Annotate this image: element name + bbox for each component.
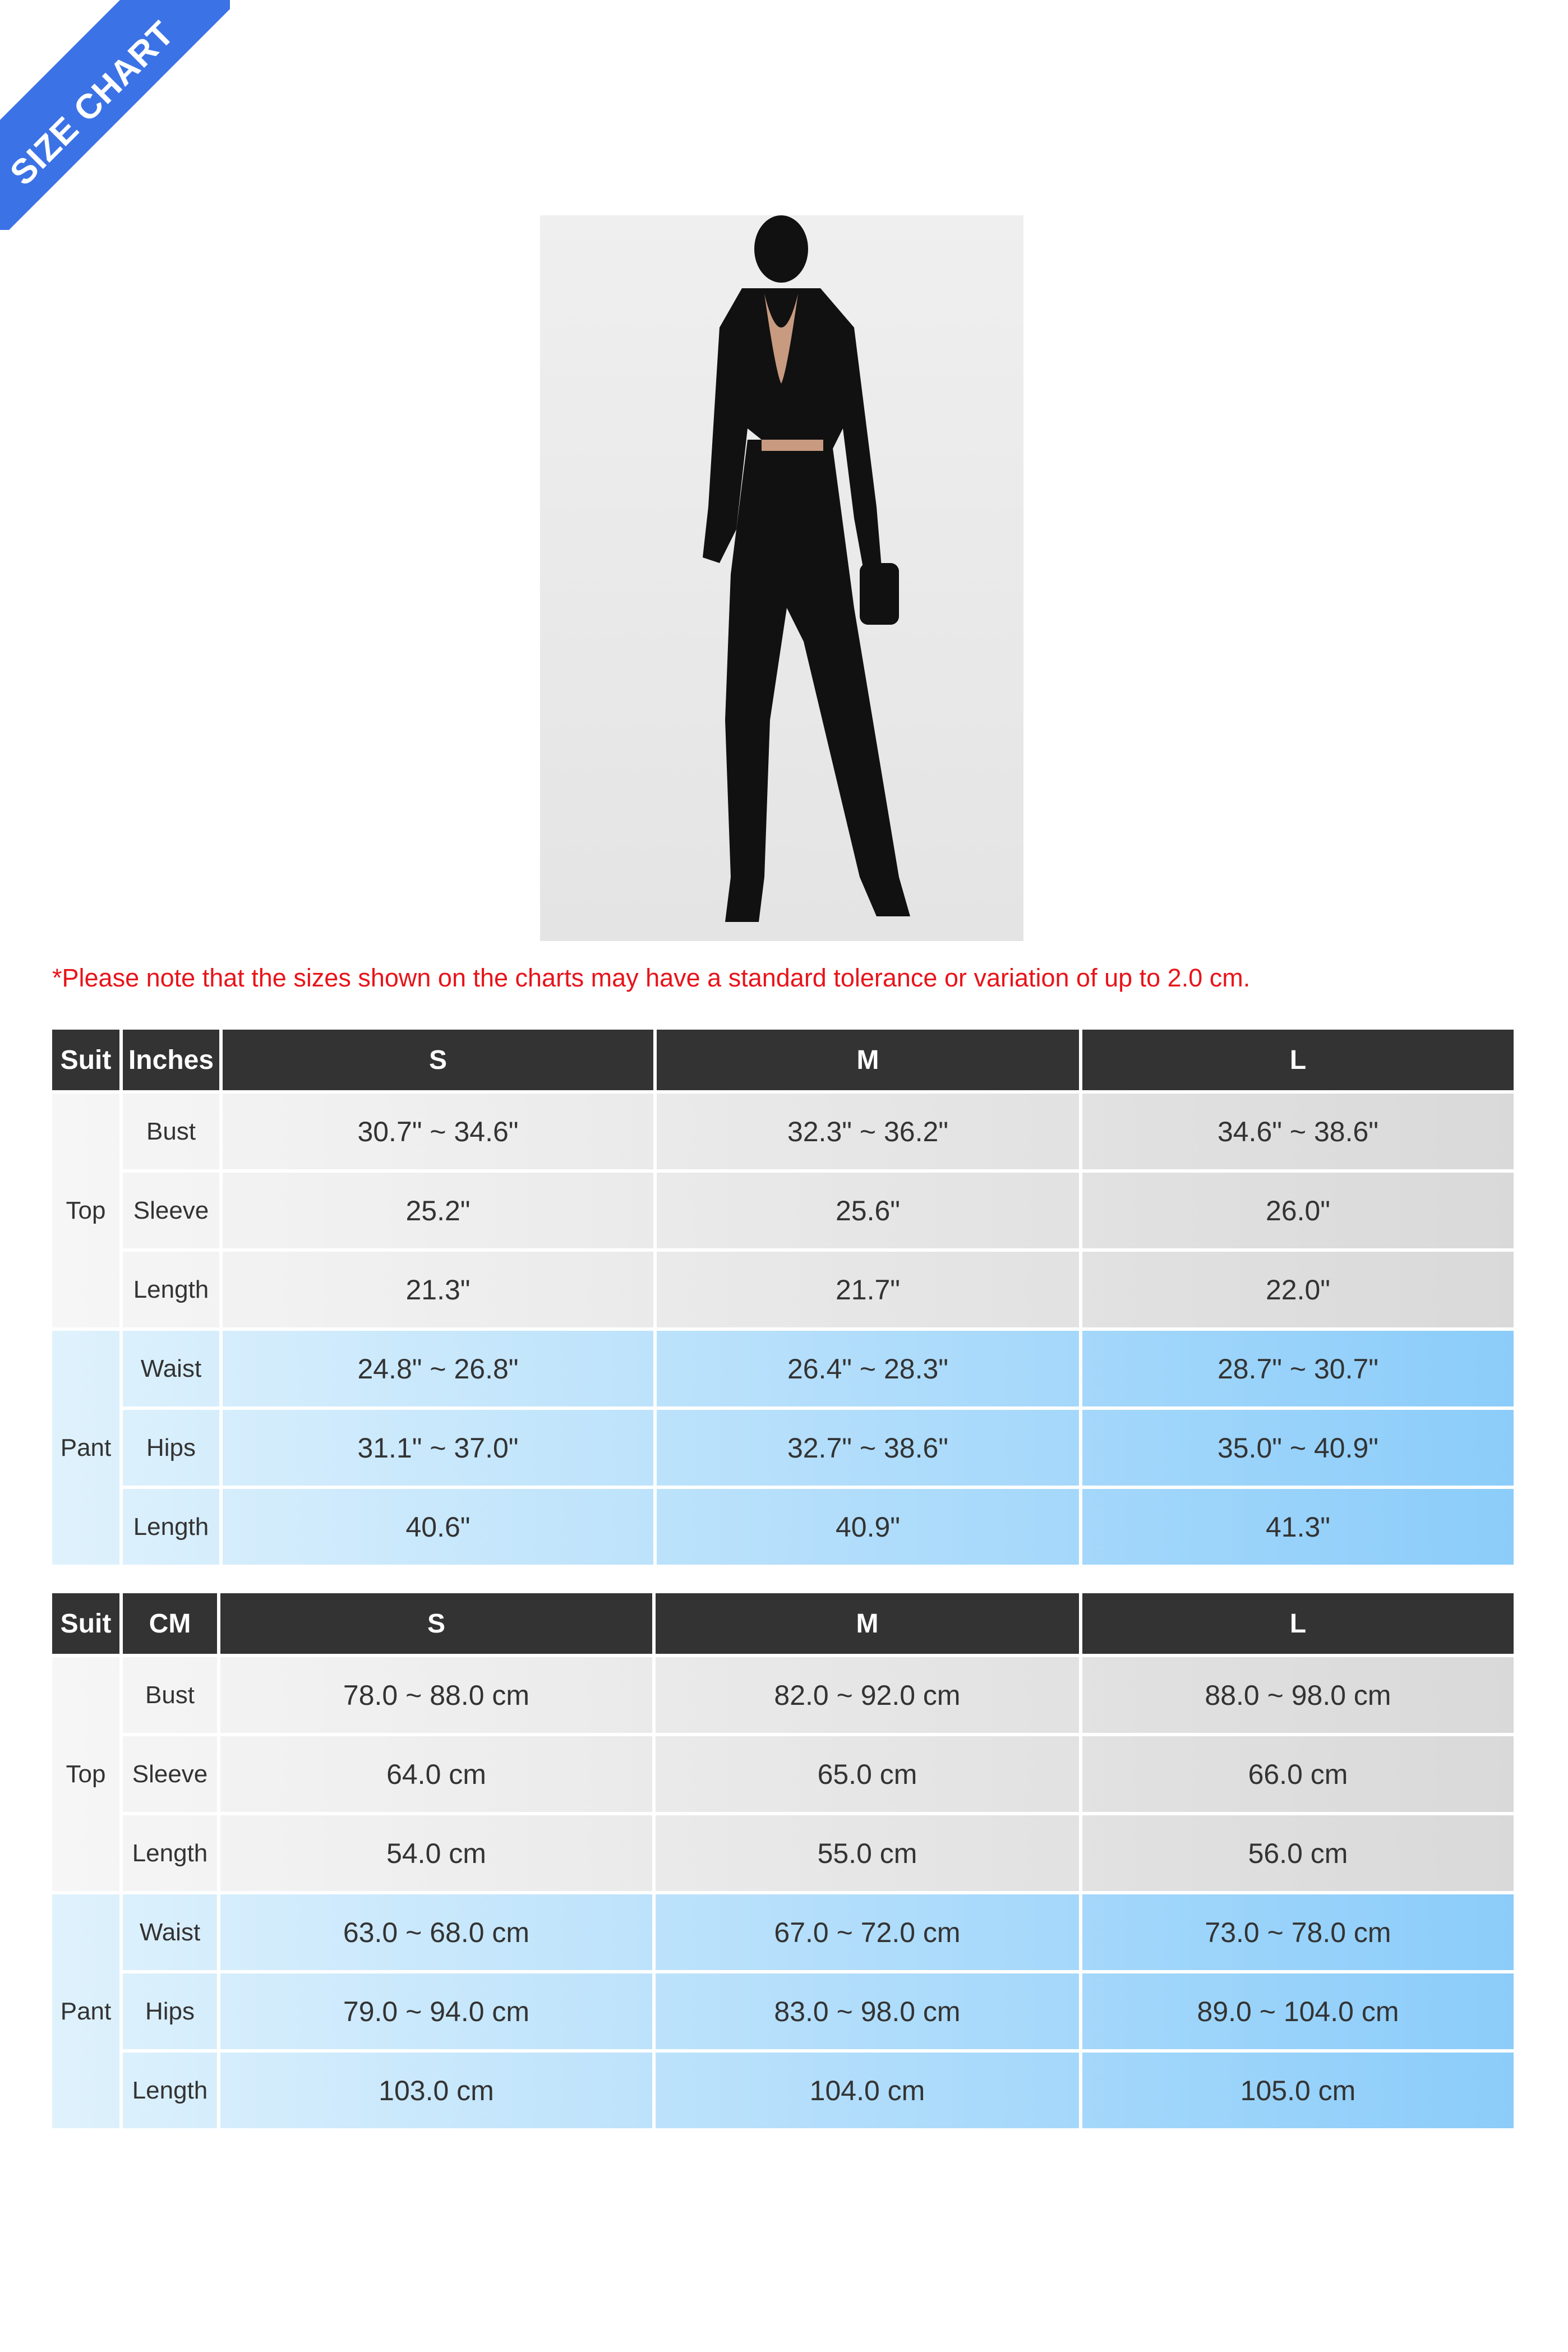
value-m: 104.0 cm — [656, 2053, 1079, 2128]
value-l: 28.7" ~ 30.7" — [1082, 1331, 1514, 1406]
header-size-m: M — [656, 1593, 1079, 1654]
measure-label: Hips — [123, 1973, 217, 2049]
group-top: Top — [52, 1094, 119, 1327]
header-size-l: L — [1082, 1030, 1514, 1090]
measure-label: Sleeve — [123, 1173, 219, 1248]
table-row — [52, 1252, 1514, 1327]
measure-label: Length — [123, 2053, 217, 2128]
value-m: 67.0 ~ 72.0 cm — [656, 1894, 1079, 1970]
value-s: 64.0 cm — [220, 1736, 652, 1812]
value-l: 66.0 cm — [1082, 1736, 1514, 1812]
value-s: 54.0 cm — [220, 1815, 652, 1891]
value-l: 35.0" ~ 40.9" — [1082, 1410, 1514, 1486]
value-s: 31.1" ~ 37.0" — [223, 1410, 653, 1486]
value-l: 56.0 cm — [1082, 1815, 1514, 1891]
measure-label: Bust — [123, 1657, 217, 1733]
value-m: 32.3" ~ 36.2" — [657, 1094, 1079, 1169]
product-photo — [540, 215, 1023, 941]
measure-label: Hips — [123, 1410, 219, 1486]
group-top: Top — [52, 1657, 119, 1891]
table-row — [52, 1657, 1514, 1733]
table-row — [52, 1815, 1514, 1891]
tolerance-note: *Please note that the sizes shown on the charts may have a standard tolerance or variation of up to 2.0 cm. — [52, 963, 1251, 992]
value-m: 21.7" — [657, 1252, 1079, 1327]
value-m: 32.7" ~ 38.6" — [657, 1410, 1079, 1486]
value-l: 41.3" — [1082, 1489, 1514, 1565]
value-s: 24.8" ~ 26.8" — [223, 1331, 653, 1406]
inches-size-table — [49, 1026, 1517, 1568]
value-l: 105.0 cm — [1082, 2053, 1514, 2128]
model-silhouette — [540, 215, 1023, 941]
banner-label: SIZE CHART — [2, 13, 182, 193]
value-s: 103.0 cm — [220, 2053, 652, 2128]
value-l: 34.6" ~ 38.6" — [1082, 1094, 1514, 1169]
value-l: 22.0" — [1082, 1252, 1514, 1327]
value-s: 63.0 ~ 68.0 cm — [220, 1894, 652, 1970]
group-pant: Pant — [52, 1894, 119, 2128]
measure-label: Sleeve — [123, 1736, 217, 1812]
header-suit: Suit — [52, 1030, 119, 1090]
measure-label: Length — [123, 1815, 217, 1891]
header-suit: Suit — [52, 1593, 119, 1654]
table-row — [52, 1094, 1514, 1169]
table-row — [52, 1736, 1514, 1812]
table-row — [52, 1410, 1514, 1486]
value-l: 26.0" — [1082, 1173, 1514, 1248]
measure-label: Waist — [123, 1894, 217, 1970]
header-size-s: S — [223, 1030, 653, 1090]
table-row — [52, 2053, 1514, 2128]
value-s: 30.7" ~ 34.6" — [223, 1094, 653, 1169]
header-unit: Inches — [123, 1030, 219, 1090]
table-row — [52, 1894, 1514, 1970]
value-m: 40.9" — [657, 1489, 1079, 1565]
header-size-l: L — [1082, 1593, 1514, 1654]
value-m: 65.0 cm — [656, 1736, 1079, 1812]
value-l: 88.0 ~ 98.0 cm — [1082, 1657, 1514, 1733]
size-chart-banner — [0, 0, 230, 230]
value-m: 55.0 cm — [656, 1815, 1079, 1891]
table-row — [52, 1489, 1514, 1565]
value-l: 89.0 ~ 104.0 cm — [1082, 1973, 1514, 2049]
table-row — [52, 1173, 1514, 1248]
value-m: 25.6" — [657, 1173, 1079, 1248]
header-size-m: M — [657, 1030, 1079, 1090]
header-unit: CM — [123, 1593, 217, 1654]
value-s: 40.6" — [223, 1489, 653, 1565]
value-s: 21.3" — [223, 1252, 653, 1327]
measure-label: Waist — [123, 1331, 219, 1406]
measure-label: Length — [123, 1252, 219, 1327]
measure-label: Length — [123, 1489, 219, 1565]
group-pant: Pant — [52, 1331, 119, 1565]
value-s: 25.2" — [223, 1173, 653, 1248]
value-s: 78.0 ~ 88.0 cm — [220, 1657, 652, 1733]
value-l: 73.0 ~ 78.0 cm — [1082, 1894, 1514, 1970]
value-m: 26.4" ~ 28.3" — [657, 1331, 1079, 1406]
header-size-s: S — [220, 1593, 652, 1654]
value-s: 79.0 ~ 94.0 cm — [220, 1973, 652, 2049]
cm-size-table — [49, 1590, 1517, 2132]
measure-label: Bust — [123, 1094, 219, 1169]
value-m: 83.0 ~ 98.0 cm — [656, 1973, 1079, 2049]
table-row — [52, 1331, 1514, 1406]
table-row — [52, 1973, 1514, 2049]
value-m: 82.0 ~ 92.0 cm — [656, 1657, 1079, 1733]
